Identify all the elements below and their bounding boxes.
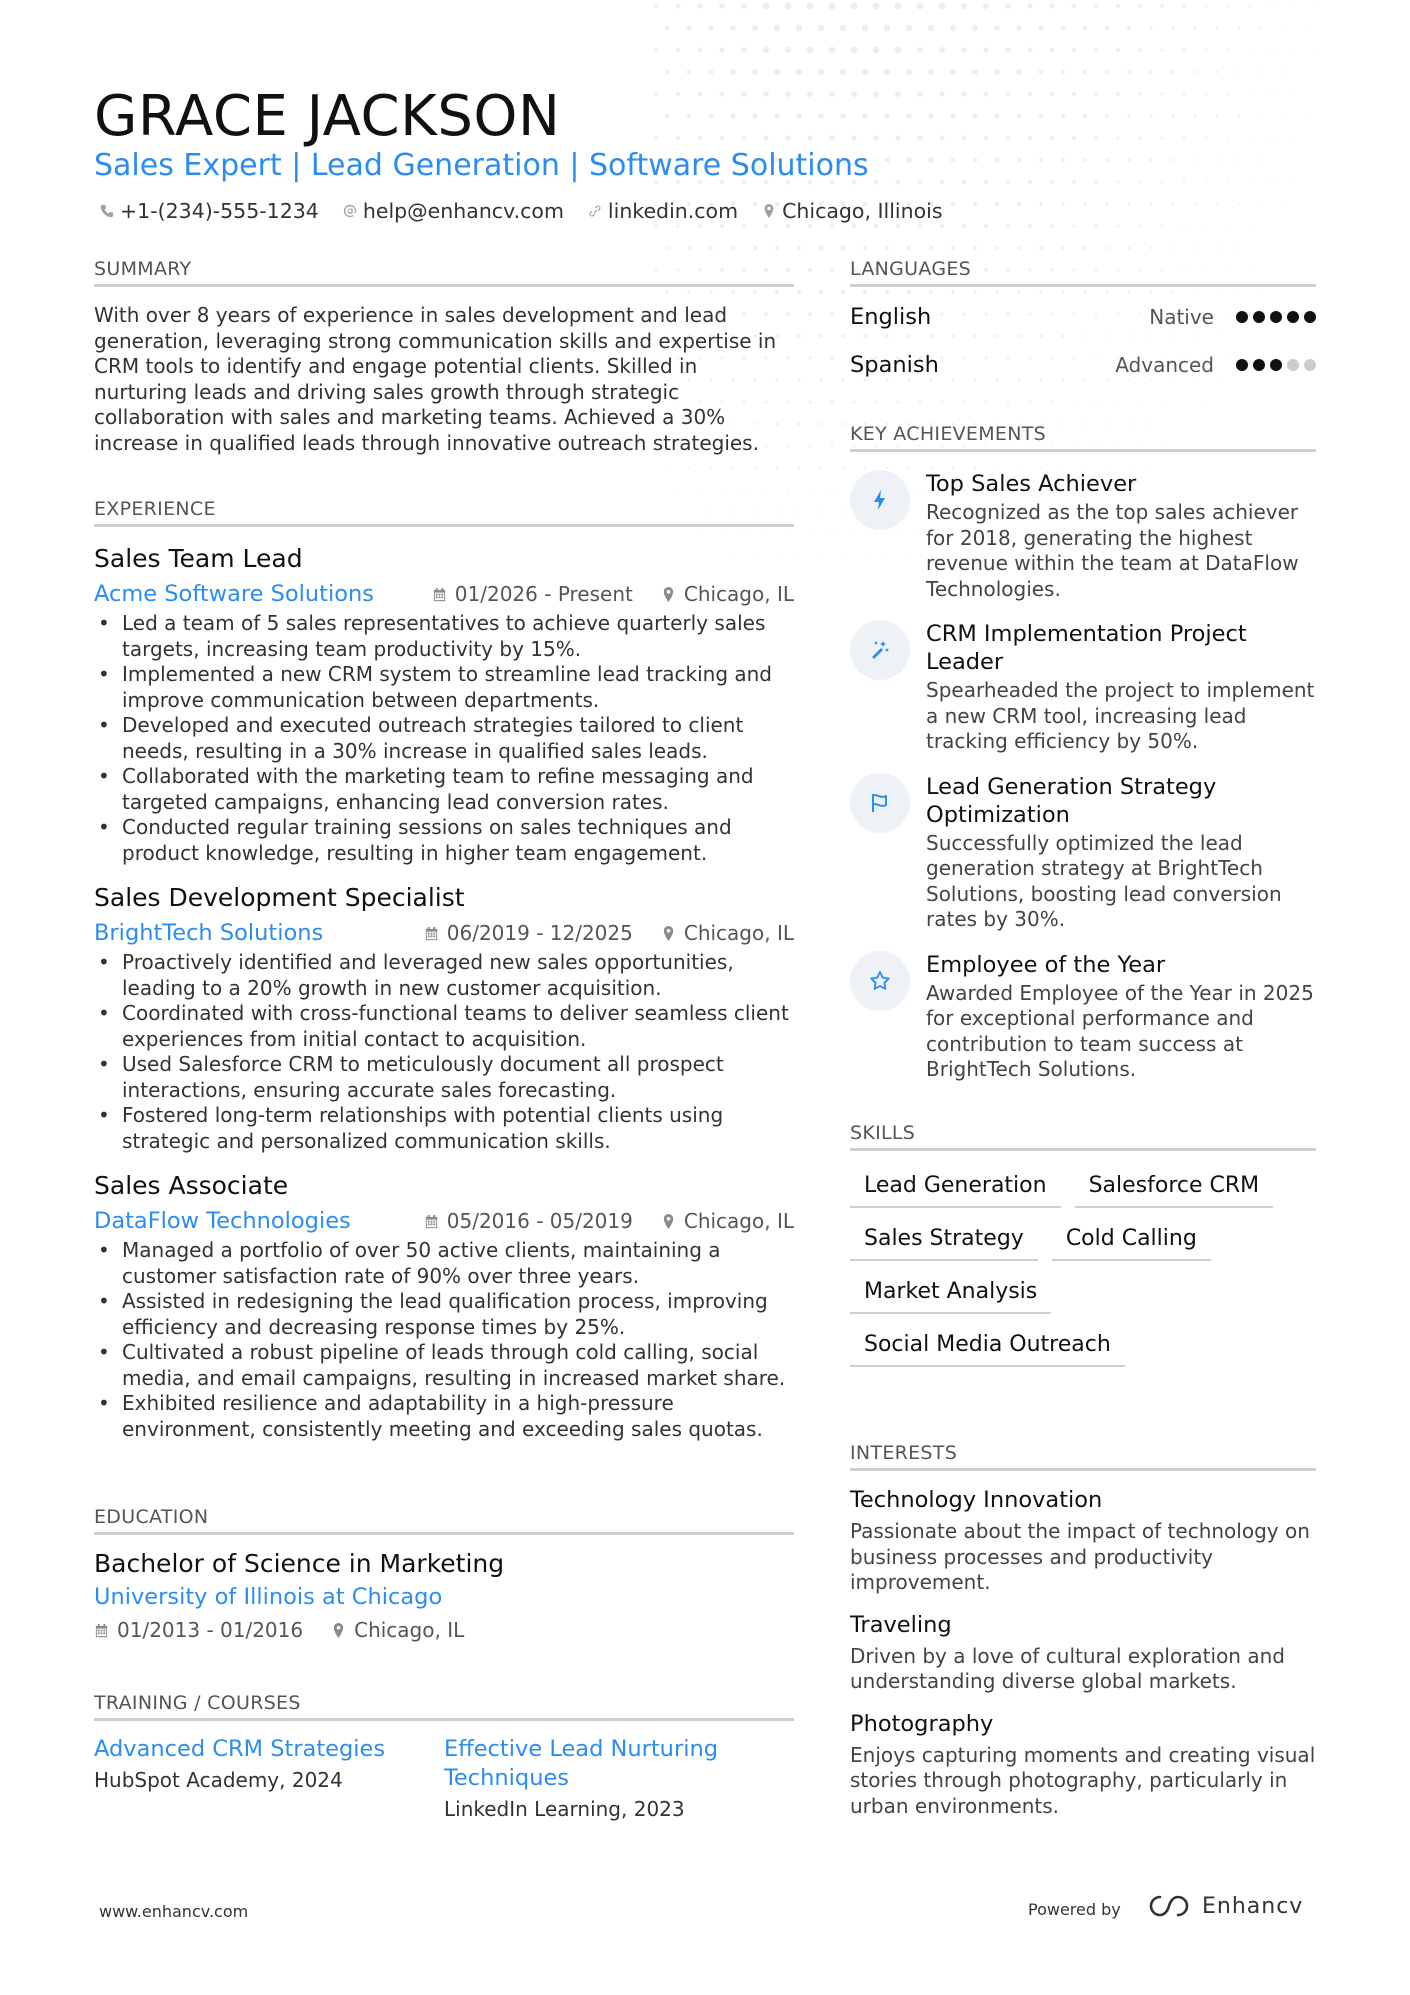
bullet-item: • Exhibited resilience and adaptability in a high-pressure environment, consistently meeting and exceeding sales quotas. (94, 1391, 794, 1442)
bullet-item: • Used Salesforce CRM to meticulously document all prospect interactions, ensuring accurate sales forecasting. (94, 1052, 794, 1103)
achievement-body (926, 773, 1316, 933)
education-dates (94, 1618, 303, 1642)
location-icon (661, 587, 676, 602)
bullet-item: • Cultivated a robust pipeline of leads through cold calling, social media, and email campaigns, resulting in increased market share. (94, 1340, 794, 1391)
job-location-text: Chicago, IL (683, 1209, 794, 1233)
achievement-item (850, 620, 1316, 755)
contact-email[interactable] (343, 199, 564, 223)
achievement-icon-wrap (850, 773, 910, 833)
education-location (331, 1618, 464, 1642)
language-level-group (1115, 353, 1316, 377)
rating-dot-filled (1287, 311, 1299, 323)
contact-linkedin[interactable] (588, 199, 738, 223)
calendar-icon (94, 1623, 109, 1638)
education-location-text: Chicago, IL (354, 1618, 465, 1642)
job-location (661, 1209, 794, 1233)
language-level: Advanced (1115, 353, 1214, 377)
job-location (661, 921, 794, 945)
candidate-name: GRACE JACKSON (94, 84, 561, 149)
contact-bar (100, 199, 943, 223)
training-section (94, 1692, 794, 1821)
language-item (850, 341, 1316, 389)
contact-location-text: Chicago, Illinois (782, 199, 943, 223)
skill-tag: Social Media Outreach (850, 1328, 1125, 1367)
skills-section (850, 1122, 1316, 1367)
job-dates-text: 05/2016 - 05/2019 (446, 1209, 633, 1233)
enhancv-logo-icon (1146, 1893, 1192, 1919)
skill-tag: Market Analysis (850, 1275, 1051, 1314)
achievement-body (926, 951, 1316, 1083)
course-item (444, 1735, 794, 1821)
job-dates-text: 06/2019 - 12/2025 (446, 921, 633, 945)
languages-section (850, 258, 1316, 389)
job-entry (94, 1170, 794, 1442)
bullet-item: • Assisted in redesigning the lead qualification process, improving efficiency and decreasing response times by 25%. (94, 1289, 794, 1340)
calendar-icon (432, 587, 447, 602)
job-title: Sales Team Lead (94, 544, 303, 573)
interests-section (850, 1442, 1316, 1819)
achievement-desc: Successfully optimized the lead generation strategy at BrightTech Solutions, boosting lead conversion rates by 30%. (926, 830, 1282, 931)
achievement-body (926, 620, 1316, 755)
location-icon (762, 204, 776, 218)
job-meta (94, 579, 794, 609)
language-name: English (850, 304, 932, 330)
rating-dot-filled (1304, 311, 1316, 323)
experience-section (94, 498, 794, 1442)
education-dates-text: 01/2013 - 01/2016 (117, 1618, 304, 1642)
contact-linkedin-text: linkedin.com (607, 199, 739, 223)
company-name: Acme Software Solutions (94, 581, 374, 607)
job-location-text: Chicago, IL (683, 921, 794, 945)
job-dates (424, 921, 633, 945)
language-level: Native (1149, 305, 1214, 329)
job-title: Sales Development Specialist (94, 883, 465, 912)
enhancv-logo[interactable] (1146, 1893, 1303, 1919)
course-provider: HubSpot Academy, 2024 (94, 1768, 343, 1792)
degree-title: Bachelor of Science in Marketing (94, 1549, 505, 1578)
calendar-icon (424, 926, 439, 941)
skill-list (850, 1169, 1316, 1367)
achievement-title: Employee of the Year (926, 951, 1166, 978)
link-icon (588, 204, 602, 218)
job-date-location (424, 1209, 794, 1233)
company-name: DataFlow Technologies (94, 1208, 351, 1234)
flag-icon (868, 791, 892, 815)
bullet-item: • Implemented a new CRM system to streamline lead tracking and improve communication between departments. (94, 662, 794, 713)
languages-heading: LANGUAGES (850, 258, 1316, 287)
achievement-icon-wrap (850, 470, 910, 530)
location-icon (661, 926, 676, 941)
interest-item (850, 1487, 1316, 1596)
summary-section (94, 258, 794, 456)
job-entry (94, 543, 794, 866)
interest-title: Traveling (850, 1611, 952, 1638)
achievement-item (850, 773, 1316, 933)
training-heading: TRAINING / COURSES (94, 1692, 794, 1721)
skill-tag: Salesforce CRM (1075, 1169, 1274, 1208)
job-bullets (94, 611, 794, 866)
rating-dot-filled (1253, 359, 1265, 371)
interest-desc: Driven by a love of cultural exploration and understanding diverse global markets. (850, 1643, 1285, 1693)
job-meta (94, 1206, 794, 1236)
education-heading: EDUCATION (94, 1506, 794, 1535)
contact-phone[interactable] (100, 199, 319, 223)
skill-tag: Sales Strategy (850, 1222, 1038, 1261)
achievement-title: Lead Generation Strategy Optimization (926, 773, 1217, 828)
achievement-icon-wrap (850, 620, 910, 680)
achievement-body (926, 470, 1316, 602)
rating-dot-filled (1270, 359, 1282, 371)
enhancv-logo-text: Enhancv (1202, 1893, 1304, 1919)
rating-dot-empty (1287, 359, 1299, 371)
contact-location (762, 199, 942, 223)
experience-heading: EXPERIENCE (94, 498, 794, 527)
job-date-location (432, 582, 794, 606)
job-dates (424, 1209, 633, 1233)
at-icon (343, 204, 357, 218)
headline: Sales Expert | Lead Generation | Software Solutions (94, 148, 869, 183)
rating-dot-filled (1236, 359, 1248, 371)
bullet-item: • Coordinated with cross-functional teams to deliver seamless client experiences from initial contact to acquisition. (94, 1001, 794, 1052)
job-location (661, 582, 794, 606)
location-icon (661, 1214, 676, 1229)
education-meta (94, 1618, 794, 1642)
contact-email-text: help@enhancv.com (362, 199, 564, 223)
language-rating-dots (1236, 359, 1316, 371)
achievement-title: Top Sales Achiever (926, 471, 1137, 497)
achievement-desc: Recognized as the top sales achiever for 2018, generating the highest revenue within the team at DataFlow Technologies. (926, 500, 1299, 601)
bullet-item: • Conducted regular training sessions on sales techniques and product knowledge, resulting in higher team engagement. (94, 815, 794, 866)
language-item (850, 293, 1316, 341)
bullet-item: • Proactively identified and leveraged new sales opportunities, leading to a 20% growth in new customer acquisition. (94, 950, 794, 1001)
calendar-icon (424, 1214, 439, 1229)
interest-title: Technology Innovation (850, 1487, 1103, 1513)
phone-icon (100, 204, 114, 218)
job-title: Sales Associate (94, 1171, 289, 1200)
skill-tag: Lead Generation (850, 1169, 1061, 1208)
interest-desc: Passionate about the impact of technology on business processes and productivity improvement. (850, 1519, 1310, 1594)
job-location-text: Chicago, IL (683, 582, 794, 606)
star-icon (868, 969, 892, 993)
bullet-item: • Led a team of 5 sales representatives to achieve quarterly sales targets, increasing team productivity by 15%. (94, 611, 794, 662)
interest-item (850, 1612, 1316, 1695)
contact-phone-text: +1-(234)-555-1234 (120, 199, 319, 223)
achievement-title: CRM Implementation Project Leader (926, 621, 1247, 675)
achievement-item (850, 470, 1316, 602)
job-bullets (94, 950, 794, 1154)
achievement-item (850, 951, 1316, 1083)
education-section (94, 1506, 794, 1642)
rating-dot-filled (1270, 311, 1282, 323)
summary-text: With over 8 years of experience in sales development and lead generation, leveraging strong communication skills and expertise in CRM tools to identify and engage potential clients. Skilled in nurturing leads and driving sales growth through strategic collaboration with sales and marketing teams. Achieved a 30% increase in qualified leads through innovative outreach strategies. (94, 303, 777, 455)
bullet-item: • Collaborated with the marketing team to refine messaging and targeted campaigns, enhancing lead conversion rates. (94, 764, 794, 815)
course-list (94, 1735, 794, 1821)
lightning-icon (868, 488, 892, 512)
interest-item (850, 1711, 1316, 1820)
course-item (94, 1735, 444, 1821)
rating-dot-filled (1253, 311, 1265, 323)
skills-heading: SKILLS (850, 1122, 1316, 1151)
rating-dot-filled (1236, 311, 1248, 323)
achievement-desc: Awarded Employee of the Year in 2025 for exceptional performance and contribution to team success at BrightTech Solutions. (926, 980, 1314, 1081)
course-title: Effective Lead Nurturing Techniques (444, 1736, 718, 1791)
footer-powered-by: Powered by (1028, 1900, 1121, 1919)
school-name: University of Illinois at Chicago (94, 1584, 443, 1610)
magic-wand-icon (868, 638, 892, 662)
bullet-item: • Managed a portfolio of over 50 active clients, maintaining a customer satisfaction rate of 90% over three years. (94, 1238, 794, 1289)
job-date-location (424, 921, 794, 945)
footer-url[interactable]: www.enhancv.com (99, 1902, 249, 1921)
course-provider: LinkedIn Learning, 2023 (444, 1797, 685, 1821)
achievements-section (850, 423, 1316, 1083)
location-icon (331, 1623, 346, 1638)
language-rating-dots (1236, 311, 1316, 323)
skill-tag: Cold Calling (1052, 1222, 1211, 1261)
job-bullets (94, 1238, 794, 1442)
rating-dot-empty (1304, 359, 1316, 371)
interest-title: Photography (850, 1710, 994, 1737)
course-title: Advanced CRM Strategies (94, 1736, 386, 1762)
summary-heading: SUMMARY (94, 258, 794, 287)
achievement-desc: Spearheaded the project to implement a new CRM tool, increasing lead tracking efficiency by 50%. (926, 678, 1315, 753)
language-name: Spanish (850, 352, 939, 378)
job-dates-text: 01/2026 - Present (454, 582, 633, 606)
bullet-item: • Fostered long-term relationships with potential clients using strategic and personalized communication skills. (94, 1103, 794, 1154)
bullet-item: • Developed and executed outreach strategies tailored to client needs, resulting in a 30% increase in qualified sales leads. (94, 713, 794, 764)
achievements-heading: KEY ACHIEVEMENTS (850, 423, 1316, 452)
job-dates (432, 582, 633, 606)
achievement-icon-wrap (850, 951, 910, 1011)
interests-heading: INTERESTS (850, 1442, 1316, 1471)
job-meta (94, 918, 794, 948)
language-level-group (1149, 305, 1316, 329)
language-list (850, 293, 1316, 389)
job-entry (94, 882, 794, 1154)
interest-desc: Enjoys capturing moments and creating visual stories through photography, particularly in urban environments. (850, 1742, 1316, 1818)
company-name: BrightTech Solutions (94, 920, 324, 946)
